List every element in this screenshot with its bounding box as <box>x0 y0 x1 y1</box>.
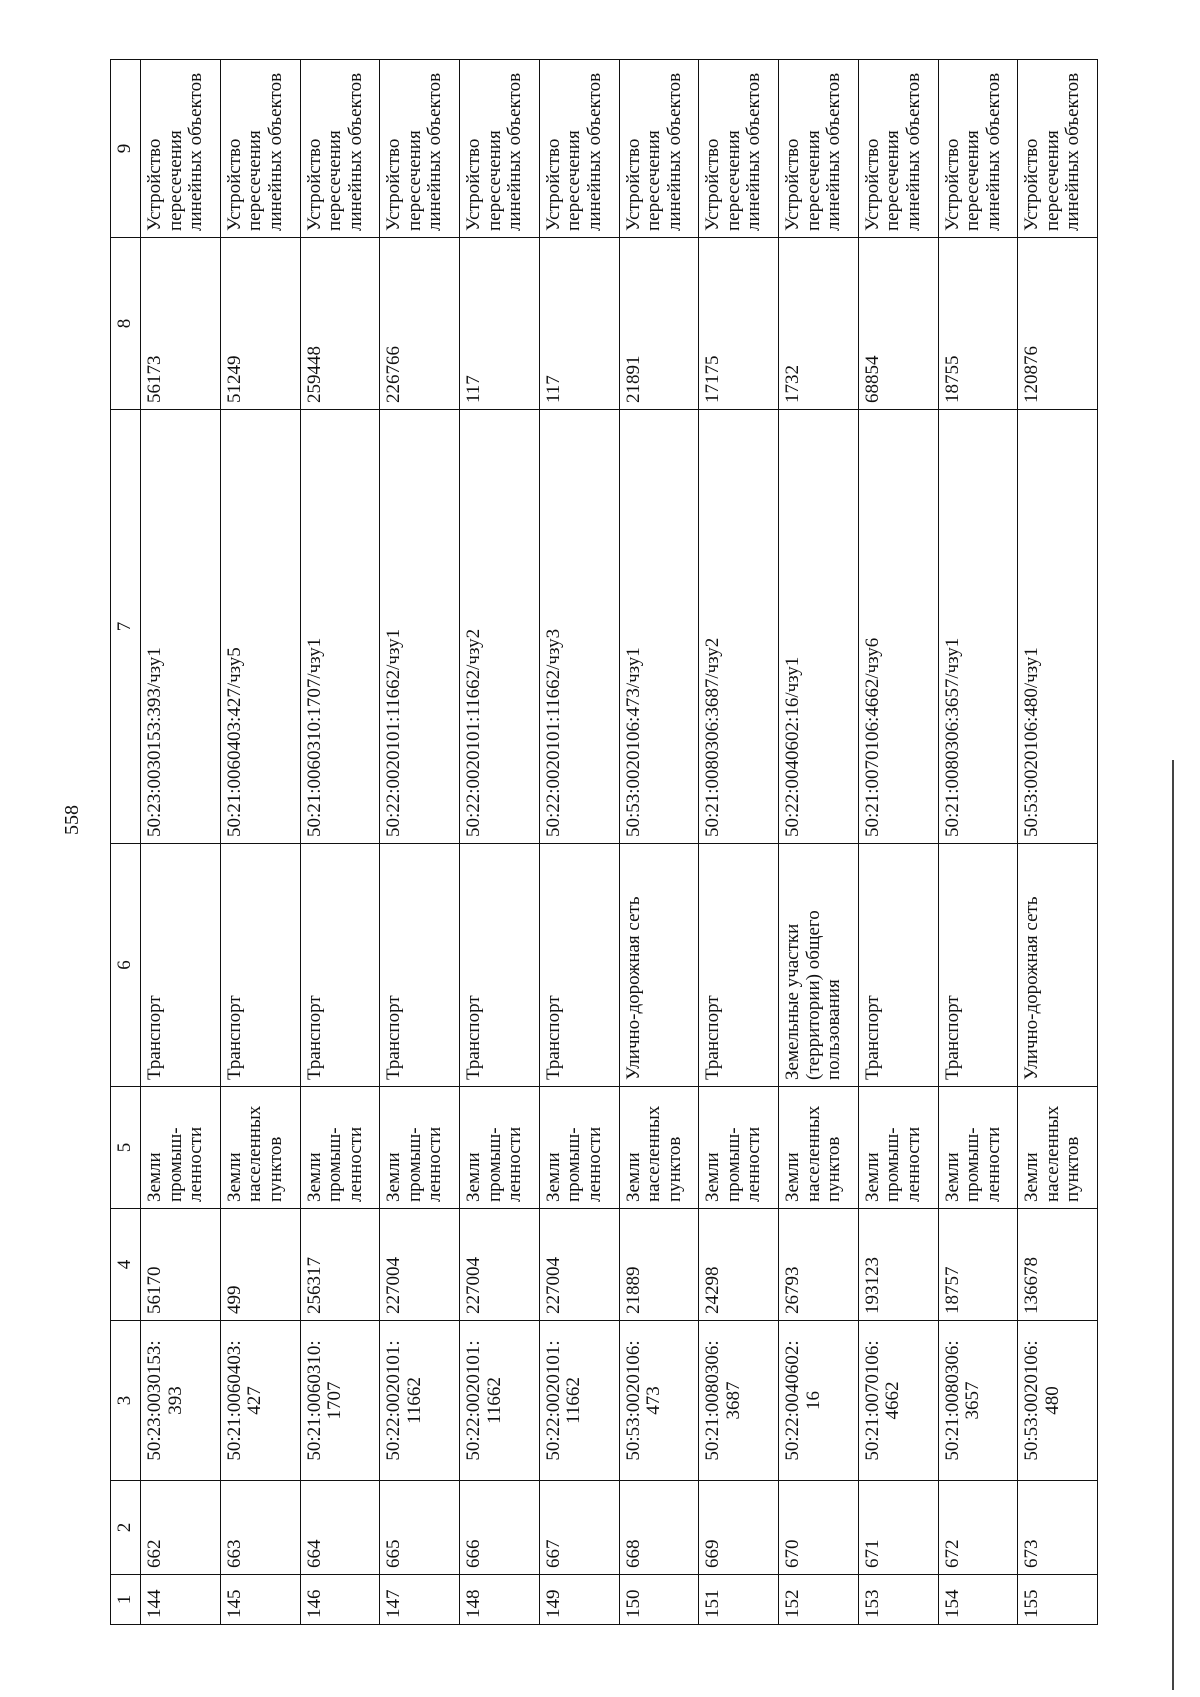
table-row <box>141 60 221 1625</box>
land-category-cell: Земли промыш- ленности <box>858 1087 938 1209</box>
row-number-cell: 147 <box>380 1575 460 1625</box>
plot-id-cell: 662 <box>141 1481 221 1575</box>
plot-area-cell: 193123 <box>858 1209 938 1321</box>
purpose-cell: Устройство пересечения линейных объектов <box>300 60 380 238</box>
cadastral-number-cell: 50:21:0060403: 427 <box>220 1321 300 1481</box>
part-area-cell: 18755 <box>938 238 1018 410</box>
cadastral-number-cell: 50:23:0030153: 393 <box>141 1321 221 1481</box>
permitted-use-cell: Транспорт <box>938 844 1018 1087</box>
plot-area-cell: 18757 <box>938 1209 1018 1321</box>
part-number-cell: 50:21:0060310:1707/чзу1 <box>300 410 380 844</box>
plot-area-cell: 21889 <box>619 1209 699 1321</box>
cadastral-number-cell: 50:21:0080306: 3657 <box>938 1321 1018 1481</box>
plot-id-cell: 667 <box>539 1481 619 1575</box>
column-header: 7 <box>111 410 141 844</box>
land-category-cell: Земли промыш- ленности <box>539 1087 619 1209</box>
land-category-cell: Земли промыш- ленности <box>460 1087 540 1209</box>
plot-id-cell: 664 <box>300 1481 380 1575</box>
plot-id-cell: 666 <box>460 1481 540 1575</box>
plot-area-cell: 499 <box>220 1209 300 1321</box>
part-area-cell: 56173 <box>141 238 221 410</box>
permitted-use-cell: Земельные участки (территории) общего пользования <box>779 844 859 1087</box>
cadastral-number-cell: 50:22:0040602: 16 <box>779 1321 859 1481</box>
cadastral-number-cell: 50:53:0020106: 473 <box>619 1321 699 1481</box>
cadastral-number-cell: 50:21:0060310: 1707 <box>300 1321 380 1481</box>
permitted-use-cell: Транспорт <box>539 844 619 1087</box>
land-category-cell: Земли промыш- ленности <box>699 1087 779 1209</box>
column-header: 5 <box>111 1087 141 1209</box>
permitted-use-cell: Транспорт <box>300 844 380 1087</box>
land-category-cell: Земли населенных пунктов <box>619 1087 699 1209</box>
purpose-cell: Устройство пересечения линейных объектов <box>779 60 859 238</box>
part-number-cell: 50:23:0030153:393/чзу1 <box>141 410 221 844</box>
part-area-cell: 68854 <box>858 238 938 410</box>
plot-area-cell: 56170 <box>141 1209 221 1321</box>
cadastral-number-cell: 50:21:0080306: 3687 <box>699 1321 779 1481</box>
row-number-cell: 155 <box>1018 1575 1098 1625</box>
plot-id-cell: 669 <box>699 1481 779 1575</box>
row-number-cell: 149 <box>539 1575 619 1625</box>
cadastral-number-cell: 50:22:0020101: 11662 <box>380 1321 460 1481</box>
part-number-cell: 50:21:0080306:3657/чзу1 <box>938 410 1018 844</box>
land-category-cell: Земли населенных пунктов <box>779 1087 859 1209</box>
plot-id-cell: 671 <box>858 1481 938 1575</box>
table-row <box>300 60 380 1625</box>
land-category-cell: Земли промыш- ленности <box>938 1087 1018 1209</box>
part-number-cell: 50:22:0020101:11662/чзу2 <box>460 410 540 844</box>
table-row <box>938 60 1018 1625</box>
part-number-cell: 50:22:0020101:11662/чзу1 <box>380 410 460 844</box>
permitted-use-cell: Улично-дорожная сеть <box>619 844 699 1087</box>
plot-area-cell: 256317 <box>300 1209 380 1321</box>
land-category-cell: Земли промыш- ленности <box>300 1087 380 1209</box>
land-category-cell: Земли населенных пунктов <box>220 1087 300 1209</box>
table-row <box>539 60 619 1625</box>
purpose-cell: Устройство пересечения линейных объектов <box>699 60 779 238</box>
table-row <box>460 60 540 1625</box>
land-category-cell: Земли населенных пунктов <box>1018 1087 1098 1209</box>
plot-id-cell: 663 <box>220 1481 300 1575</box>
purpose-cell: Устройство пересечения линейных объектов <box>1018 60 1098 238</box>
header-row <box>111 60 141 1625</box>
part-number-cell: 50:22:0020101:11662/чзу3 <box>539 410 619 844</box>
part-area-cell: 259448 <box>300 238 380 410</box>
row-number-cell: 153 <box>858 1575 938 1625</box>
column-header: 2 <box>111 1481 141 1575</box>
purpose-cell: Устройство пересечения линейных объектов <box>141 60 221 238</box>
permitted-use-cell: Улично-дорожная сеть <box>1018 844 1098 1087</box>
row-number-cell: 152 <box>779 1575 859 1625</box>
row-number-cell: 148 <box>460 1575 540 1625</box>
table-row <box>779 60 859 1625</box>
plot-area-cell: 24298 <box>699 1209 779 1321</box>
permitted-use-cell: Транспорт <box>220 844 300 1087</box>
plot-id-cell: 668 <box>619 1481 699 1575</box>
purpose-cell: Устройство пересечения линейных объектов <box>460 60 540 238</box>
column-header: 3 <box>111 1321 141 1481</box>
page-number: 558 <box>61 805 83 835</box>
plot-id-cell: 670 <box>779 1481 859 1575</box>
land-category-cell: Земли промыш- ленности <box>141 1087 221 1209</box>
part-area-cell: 117 <box>460 238 540 410</box>
cadastral-number-cell: 50:22:0020101: 11662 <box>539 1321 619 1481</box>
document-table-rotated <box>110 60 1097 1625</box>
row-number-cell: 154 <box>938 1575 1018 1625</box>
part-number-cell: 50:22:0040602:16/чзу1 <box>779 410 859 844</box>
part-area-cell: 226766 <box>380 238 460 410</box>
permitted-use-cell: Транспорт <box>380 844 460 1087</box>
part-area-cell: 1732 <box>779 238 859 410</box>
purpose-cell: Устройство пересечения линейных объектов <box>619 60 699 238</box>
table-row <box>380 60 460 1625</box>
part-area-cell: 17175 <box>699 238 779 410</box>
table-row <box>1018 60 1098 1625</box>
part-number-cell: 50:21:0060403:427/чзу5 <box>220 410 300 844</box>
row-number-cell: 150 <box>619 1575 699 1625</box>
plot-id-cell: 665 <box>380 1481 460 1575</box>
plot-area-cell: 227004 <box>380 1209 460 1321</box>
part-area-cell: 117 <box>539 238 619 410</box>
column-header: 4 <box>111 1209 141 1321</box>
permitted-use-cell: Транспорт <box>858 844 938 1087</box>
table-row <box>220 60 300 1625</box>
land-plots-table <box>110 59 1098 1625</box>
column-header: 9 <box>111 60 141 238</box>
table-row <box>699 60 779 1625</box>
part-number-cell: 50:21:0080306:3687/чзу2 <box>699 410 779 844</box>
plot-area-cell: 227004 <box>539 1209 619 1321</box>
part-area-cell: 21891 <box>619 238 699 410</box>
part-area-cell: 51249 <box>220 238 300 410</box>
cadastral-number-cell: 50:21:0070106: 4662 <box>858 1321 938 1481</box>
row-number-cell: 144 <box>141 1575 221 1625</box>
row-number-cell: 151 <box>699 1575 779 1625</box>
purpose-cell: Устройство пересечения линейных объектов <box>380 60 460 238</box>
purpose-cell: Устройство пересечения линейных объектов <box>220 60 300 238</box>
plot-id-cell: 673 <box>1018 1481 1098 1575</box>
cadastral-number-cell: 50:22:0020101: 11662 <box>460 1321 540 1481</box>
row-number-cell: 145 <box>220 1575 300 1625</box>
column-header: 1 <box>111 1575 141 1625</box>
plot-area-cell: 26793 <box>779 1209 859 1321</box>
purpose-cell: Устройство пересечения линейных объектов <box>858 60 938 238</box>
permitted-use-cell: Транспорт <box>141 844 221 1087</box>
table-row <box>858 60 938 1625</box>
part-number-cell: 50:53:0020106:473/чзу1 <box>619 410 699 844</box>
column-header: 6 <box>111 844 141 1087</box>
permitted-use-cell: Транспорт <box>460 844 540 1087</box>
purpose-cell: Устройство пересечения линейных объектов <box>938 60 1018 238</box>
purpose-cell: Устройство пересечения линейных объектов <box>539 60 619 238</box>
land-category-cell: Земли промыш- ленности <box>380 1087 460 1209</box>
table-row <box>619 60 699 1625</box>
permitted-use-cell: Транспорт <box>699 844 779 1087</box>
column-header: 8 <box>111 238 141 410</box>
part-number-cell: 50:53:0020106:480/чзу1 <box>1018 410 1098 844</box>
part-area-cell: 120876 <box>1018 238 1098 410</box>
part-number-cell: 50:21:0070106:4662/чзу6 <box>858 410 938 844</box>
cadastral-number-cell: 50:53:0020106: 480 <box>1018 1321 1098 1481</box>
plot-area-cell: 136678 <box>1018 1209 1098 1321</box>
row-number-cell: 146 <box>300 1575 380 1625</box>
plot-id-cell: 672 <box>938 1481 1018 1575</box>
plot-area-cell: 227004 <box>460 1209 540 1321</box>
scan-edge-line <box>1172 760 1174 1690</box>
